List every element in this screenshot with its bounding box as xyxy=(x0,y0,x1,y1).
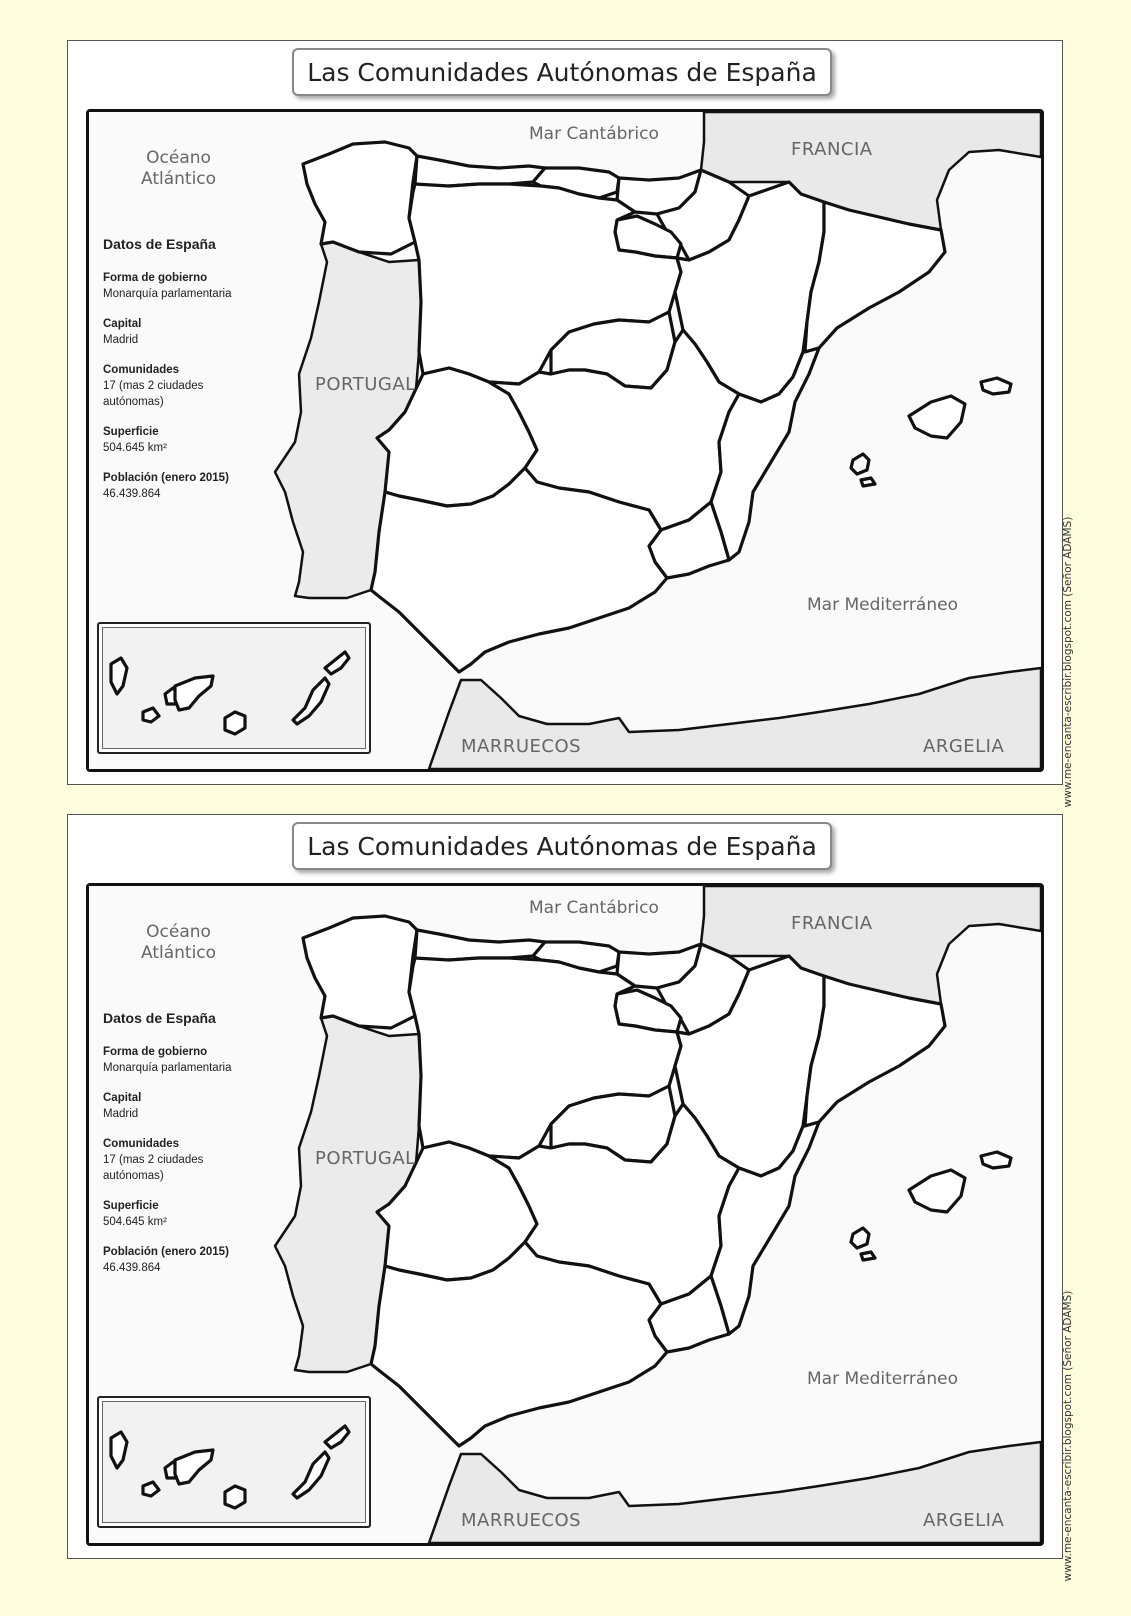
fact-value: 46.439.864 xyxy=(103,488,161,500)
canary-islands-map xyxy=(99,1398,369,1526)
fact-label: Forma de gobierno xyxy=(103,1046,208,1058)
facts-heading: Datos de España xyxy=(103,236,216,252)
island-tenerife xyxy=(175,1450,213,1484)
label-mar-cantabrico: Mar Cantábrico xyxy=(529,124,659,144)
island-el-hierro xyxy=(143,708,159,722)
fact-value: 504.645 km² xyxy=(103,1216,167,1228)
label-ocean: Océano Atlántico xyxy=(141,148,217,189)
label-francia: FRANCIA xyxy=(791,913,873,934)
label-portugal: PORTUGAL xyxy=(315,1148,416,1169)
facts-panel xyxy=(103,236,308,516)
label-marruecos: MARRUECOS xyxy=(461,1510,582,1531)
fact-value: Madrid xyxy=(103,1108,139,1120)
fact-value: 504.645 km² xyxy=(103,442,167,454)
fact-item xyxy=(103,316,308,348)
map-sheet xyxy=(67,40,1074,808)
island-lanzarote xyxy=(325,1426,349,1448)
fact-label: Forma de gobierno xyxy=(103,272,208,284)
island-menorca xyxy=(981,378,1011,394)
label-ocean: Océano Atlántico xyxy=(141,922,217,963)
fact-item xyxy=(103,424,308,456)
island-fuerteventura xyxy=(293,1452,329,1498)
fact-label: Capital xyxy=(103,318,142,330)
label-mar-cantabrico: Mar Cantábrico xyxy=(529,898,659,918)
canary-islands-map xyxy=(99,624,369,752)
fact-item xyxy=(103,1090,308,1122)
fact-item xyxy=(103,1136,308,1184)
island-formentera xyxy=(861,1252,875,1260)
fact-label: Superficie xyxy=(103,1200,159,1212)
credit-text xyxy=(1056,1256,1080,1616)
fact-value: 46.439.864 xyxy=(103,1262,161,1274)
label-portugal: PORTUGAL xyxy=(315,374,416,395)
canary-islands-inset xyxy=(97,622,371,754)
island-formentera xyxy=(861,478,875,486)
credit-text xyxy=(1056,482,1080,842)
fact-label: Superficie xyxy=(103,426,159,438)
island-la-palma xyxy=(111,658,127,694)
sheet-title: Las Comunidades Autónomas de España xyxy=(292,48,832,96)
fact-item xyxy=(103,270,308,302)
map-frame xyxy=(86,109,1074,808)
fact-item xyxy=(103,362,308,410)
fact-value: 17 (mas 2 ciudades autónomas) xyxy=(103,380,204,408)
facts-heading: Datos de España xyxy=(103,1010,216,1026)
canary-islands-inset xyxy=(97,1396,371,1528)
credit-label: www.me-encanta-escribir.blogspot.com (Señor ADAMS) xyxy=(1062,1290,1074,1582)
fact-item xyxy=(103,1198,308,1230)
label-francia: FRANCIA xyxy=(791,139,873,160)
island-gran-canaria xyxy=(225,1486,245,1508)
island-gran-canaria xyxy=(225,712,245,734)
fact-value: 17 (mas 2 ciudades autónomas) xyxy=(103,1154,204,1182)
island-el-hierro xyxy=(143,1482,159,1496)
credit-label: www.me-encanta-escribir.blogspot.com (Señor ADAMS) xyxy=(1062,516,1074,808)
fact-label: Población (enero 2015) xyxy=(103,1246,229,1258)
fact-label: Comunidades xyxy=(103,364,180,376)
island-menorca xyxy=(981,1152,1011,1168)
fact-item xyxy=(103,1244,308,1276)
map-frame xyxy=(86,883,1074,1582)
fact-value: Monarquía parlamentaria xyxy=(103,1062,232,1074)
fact-value: Madrid xyxy=(103,334,139,346)
fact-item xyxy=(103,470,308,502)
fact-value: Monarquía parlamentaria xyxy=(103,288,232,300)
map-sheet xyxy=(67,814,1074,1582)
island-la-palma xyxy=(111,1432,127,1468)
island-tenerife xyxy=(175,676,213,710)
label-marruecos: MARRUECOS xyxy=(461,736,582,757)
label-mar-mediterraneo: Mar Mediterráneo xyxy=(807,1369,958,1389)
fact-label: Población (enero 2015) xyxy=(103,472,229,484)
sheet-title: Las Comunidades Autónomas de España xyxy=(292,822,832,870)
island-fuerteventura xyxy=(293,678,329,724)
fact-label: Comunidades xyxy=(103,1138,180,1150)
fact-item xyxy=(103,1044,308,1076)
label-mar-mediterraneo: Mar Mediterráneo xyxy=(807,595,958,615)
label-argelia: ARGELIA xyxy=(923,1510,1005,1531)
label-argelia: ARGELIA xyxy=(923,736,1005,757)
island-lanzarote xyxy=(325,652,349,674)
facts-panel xyxy=(103,1010,308,1290)
fact-label: Capital xyxy=(103,1092,142,1104)
